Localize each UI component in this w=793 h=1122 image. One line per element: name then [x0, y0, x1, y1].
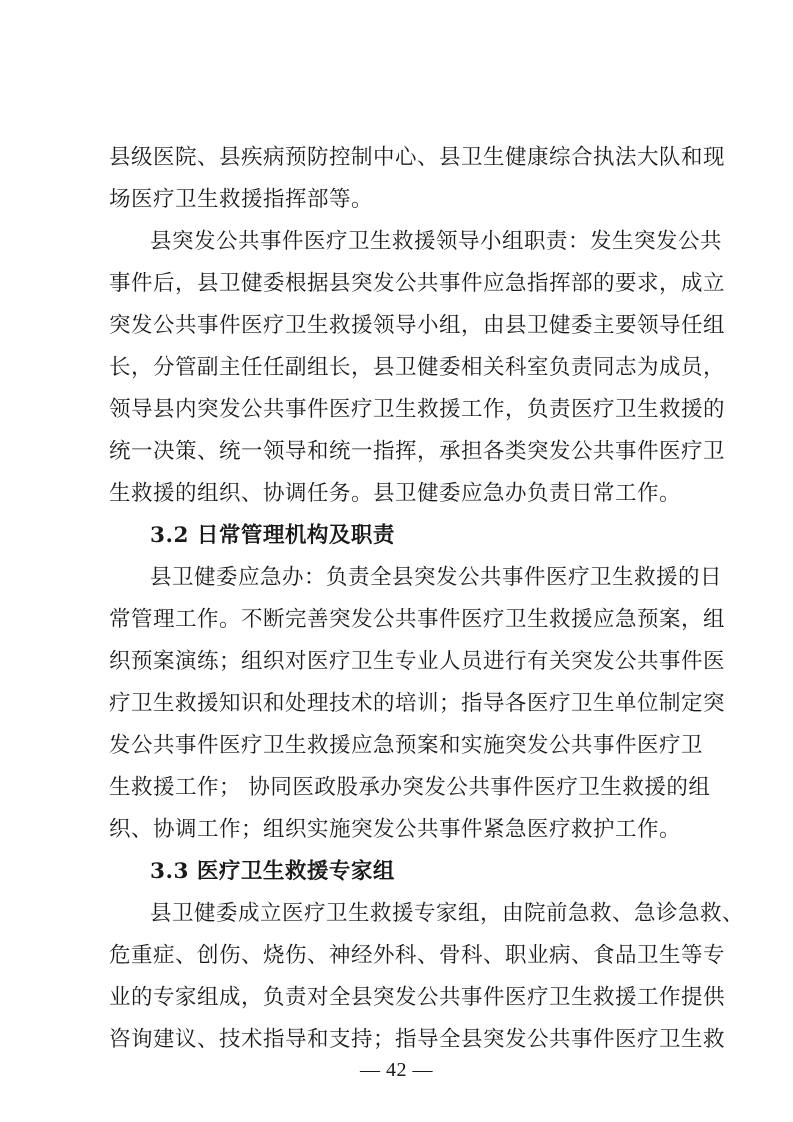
- paragraph-line: 县卫健委成立医疗卫生救援专家组，由院前急救、急诊急救、: [150, 901, 745, 926]
- paragraph-line: 县级医院、县疾病预防控制中心、县卫生健康综合执法大队和现: [109, 145, 726, 170]
- section-heading: 3.3 医疗卫生救援专家组: [150, 859, 395, 884]
- paragraph-line: 统一决策、统一领导和统一指挥，承担各类突发公共事件医疗卫: [109, 439, 726, 464]
- paragraph-line: 业的专家组成，负责对全县突发公共事件医疗卫生救援工作提供: [109, 985, 726, 1010]
- paragraph-line: 常管理工作。不断完善突发公共事件医疗卫生救援应急预案，组: [109, 607, 726, 632]
- paragraph-line: 织预案演练；组织对医疗卫生专业人员进行有关突发公共事件医: [109, 649, 726, 674]
- paragraph-line: 发公共事件医疗卫生救援应急预案和实施突发公共事件医疗卫: [109, 733, 704, 758]
- paragraph-line: 县突发公共事件医疗卫生救援领导小组职责：发生突发公共: [150, 229, 723, 254]
- section-heading: 3.2 日常管理机构及职责: [150, 523, 395, 548]
- paragraph-line: 疗卫生救援知识和处理技术的培训；指导各医疗卫生单位制定突: [109, 691, 726, 716]
- paragraph-line: 生救援工作； 协同医政股承办突发公共事件医疗卫生救援的组: [109, 775, 711, 800]
- paragraph-line: 织、协调工作；组织实施突发公共事件紧急医疗救护工作。: [109, 817, 682, 842]
- paragraph-line: 咨询建议、技术指导和支持；指导全县突发公共事件医疗卫生救: [109, 1027, 726, 1052]
- paragraph-line: 领导县内突发公共事件医疗卫生救援工作，负责医疗卫生救援的: [109, 397, 726, 422]
- paragraph-line: 突发公共事件医疗卫生救援领导小组，由县卫健委主要领导任组: [109, 313, 726, 338]
- paragraph-line: 危重症、创伤、烧伤、神经外科、骨科、职业病、食品卫生等专: [109, 943, 726, 968]
- paragraph-line: 县卫健委应急办：负责全县突发公共事件医疗卫生救援的日: [150, 565, 723, 590]
- paragraph-line: 事件后，县卫健委根据县突发公共事件应急指挥部的要求，成立: [109, 271, 726, 296]
- paragraph-line: 长，分管副主任任副组长，县卫健委相关科室负责同志为成员，: [109, 355, 726, 380]
- paragraph-line: 生救援的组织、协调任务。县卫健委应急办负责日常工作。: [109, 481, 682, 506]
- paragraph-line: 场医疗卫生救援指挥部等。: [109, 187, 374, 212]
- page-number: — 42 —: [360, 1059, 433, 1081]
